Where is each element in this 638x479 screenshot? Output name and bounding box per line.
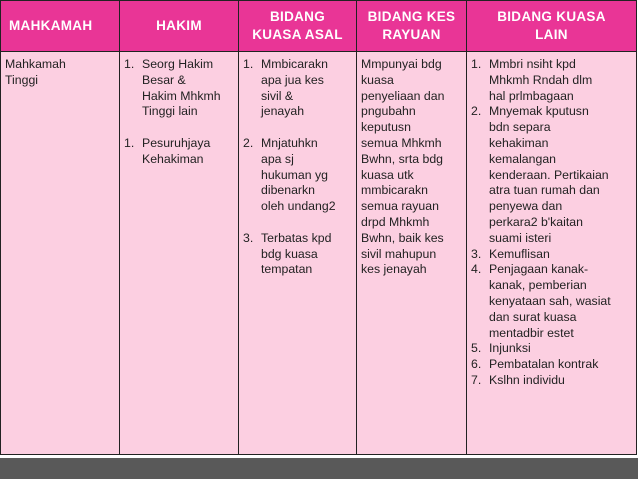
header-bidang-kuasa-lain: BIDANG KUASA LAIN <box>467 1 637 52</box>
hakim-list <box>124 57 234 168</box>
lain-list <box>471 57 632 389</box>
list-item: 5. Injunksi <box>471 341 531 356</box>
list-item: 2. Mnjatuhkn apa sj hukuman yg dibenarkn oleh undang2 <box>243 135 336 214</box>
header-mahkamah: MAHKAMAH <box>1 1 120 52</box>
list-item: 1. Seorg Hakim Besar & Hakim Mhkmh Tinggi lain <box>124 57 221 119</box>
list-item: 6. Pembatalan kontrak <box>471 357 599 372</box>
asal-list <box>243 57 352 278</box>
list-item: 3. Kemuflisan <box>471 246 550 261</box>
header-bidang-kes-rayuan: BIDANG KES RAYUAN <box>357 1 467 52</box>
table-row <box>1 52 637 455</box>
list-item: 3. Terbatas kpd bdg kuasa tempatan <box>243 230 332 277</box>
cell-bidang-kes-rayuan: Mmpunyai bdg kuasa penyeliaan dan pngubahn keputusn semua Mhkmh Bwhn, srta bdg kuasa utk mmbicarakn semua rayuan drpd Mhkmh Bwhn, baik kes sivil mahupun kes jenayah <box>357 52 467 455</box>
cell-bidang-kuasa-asal <box>239 52 357 455</box>
list-item: 7. Kslhn individu <box>471 372 565 387</box>
cell-mahkamah: Mahkamah Tinggi <box>1 52 120 455</box>
list-spacer <box>243 120 352 136</box>
header-hakim: HAKIM <box>120 1 239 52</box>
header-bidang-kuasa-asal: BIDANG KUASA ASAL <box>239 1 357 52</box>
list-spacer <box>243 215 352 231</box>
header-row <box>1 1 637 52</box>
list-item: 1. Pesuruhjaya Kehakiman <box>124 135 211 166</box>
list-spacer <box>124 120 234 136</box>
list-item: 2. Mnyemak kputusn bdn separa kehakiman kemalangan kenderaan. Pertikaian atra tuan rumah dan penyewa dan perkara2 b'kaitan suami isteri <box>471 104 609 245</box>
cell-hakim <box>120 52 239 455</box>
list-item: 1. Mmbicarakn apa jua kes sivil & jenayah <box>243 57 328 119</box>
list-item: 4. Penjagaan kanak- kanak, pemberian kenyataan sah, wasiat dan surat kuasa mentadbir estet <box>471 262 611 340</box>
cell-bidang-kuasa-lain <box>467 52 637 455</box>
footer-bar <box>0 458 638 479</box>
list-item: 1. Mmbri nsiht kpd Mhkmh Rndah dlm hal prlmbagaan <box>471 57 593 103</box>
